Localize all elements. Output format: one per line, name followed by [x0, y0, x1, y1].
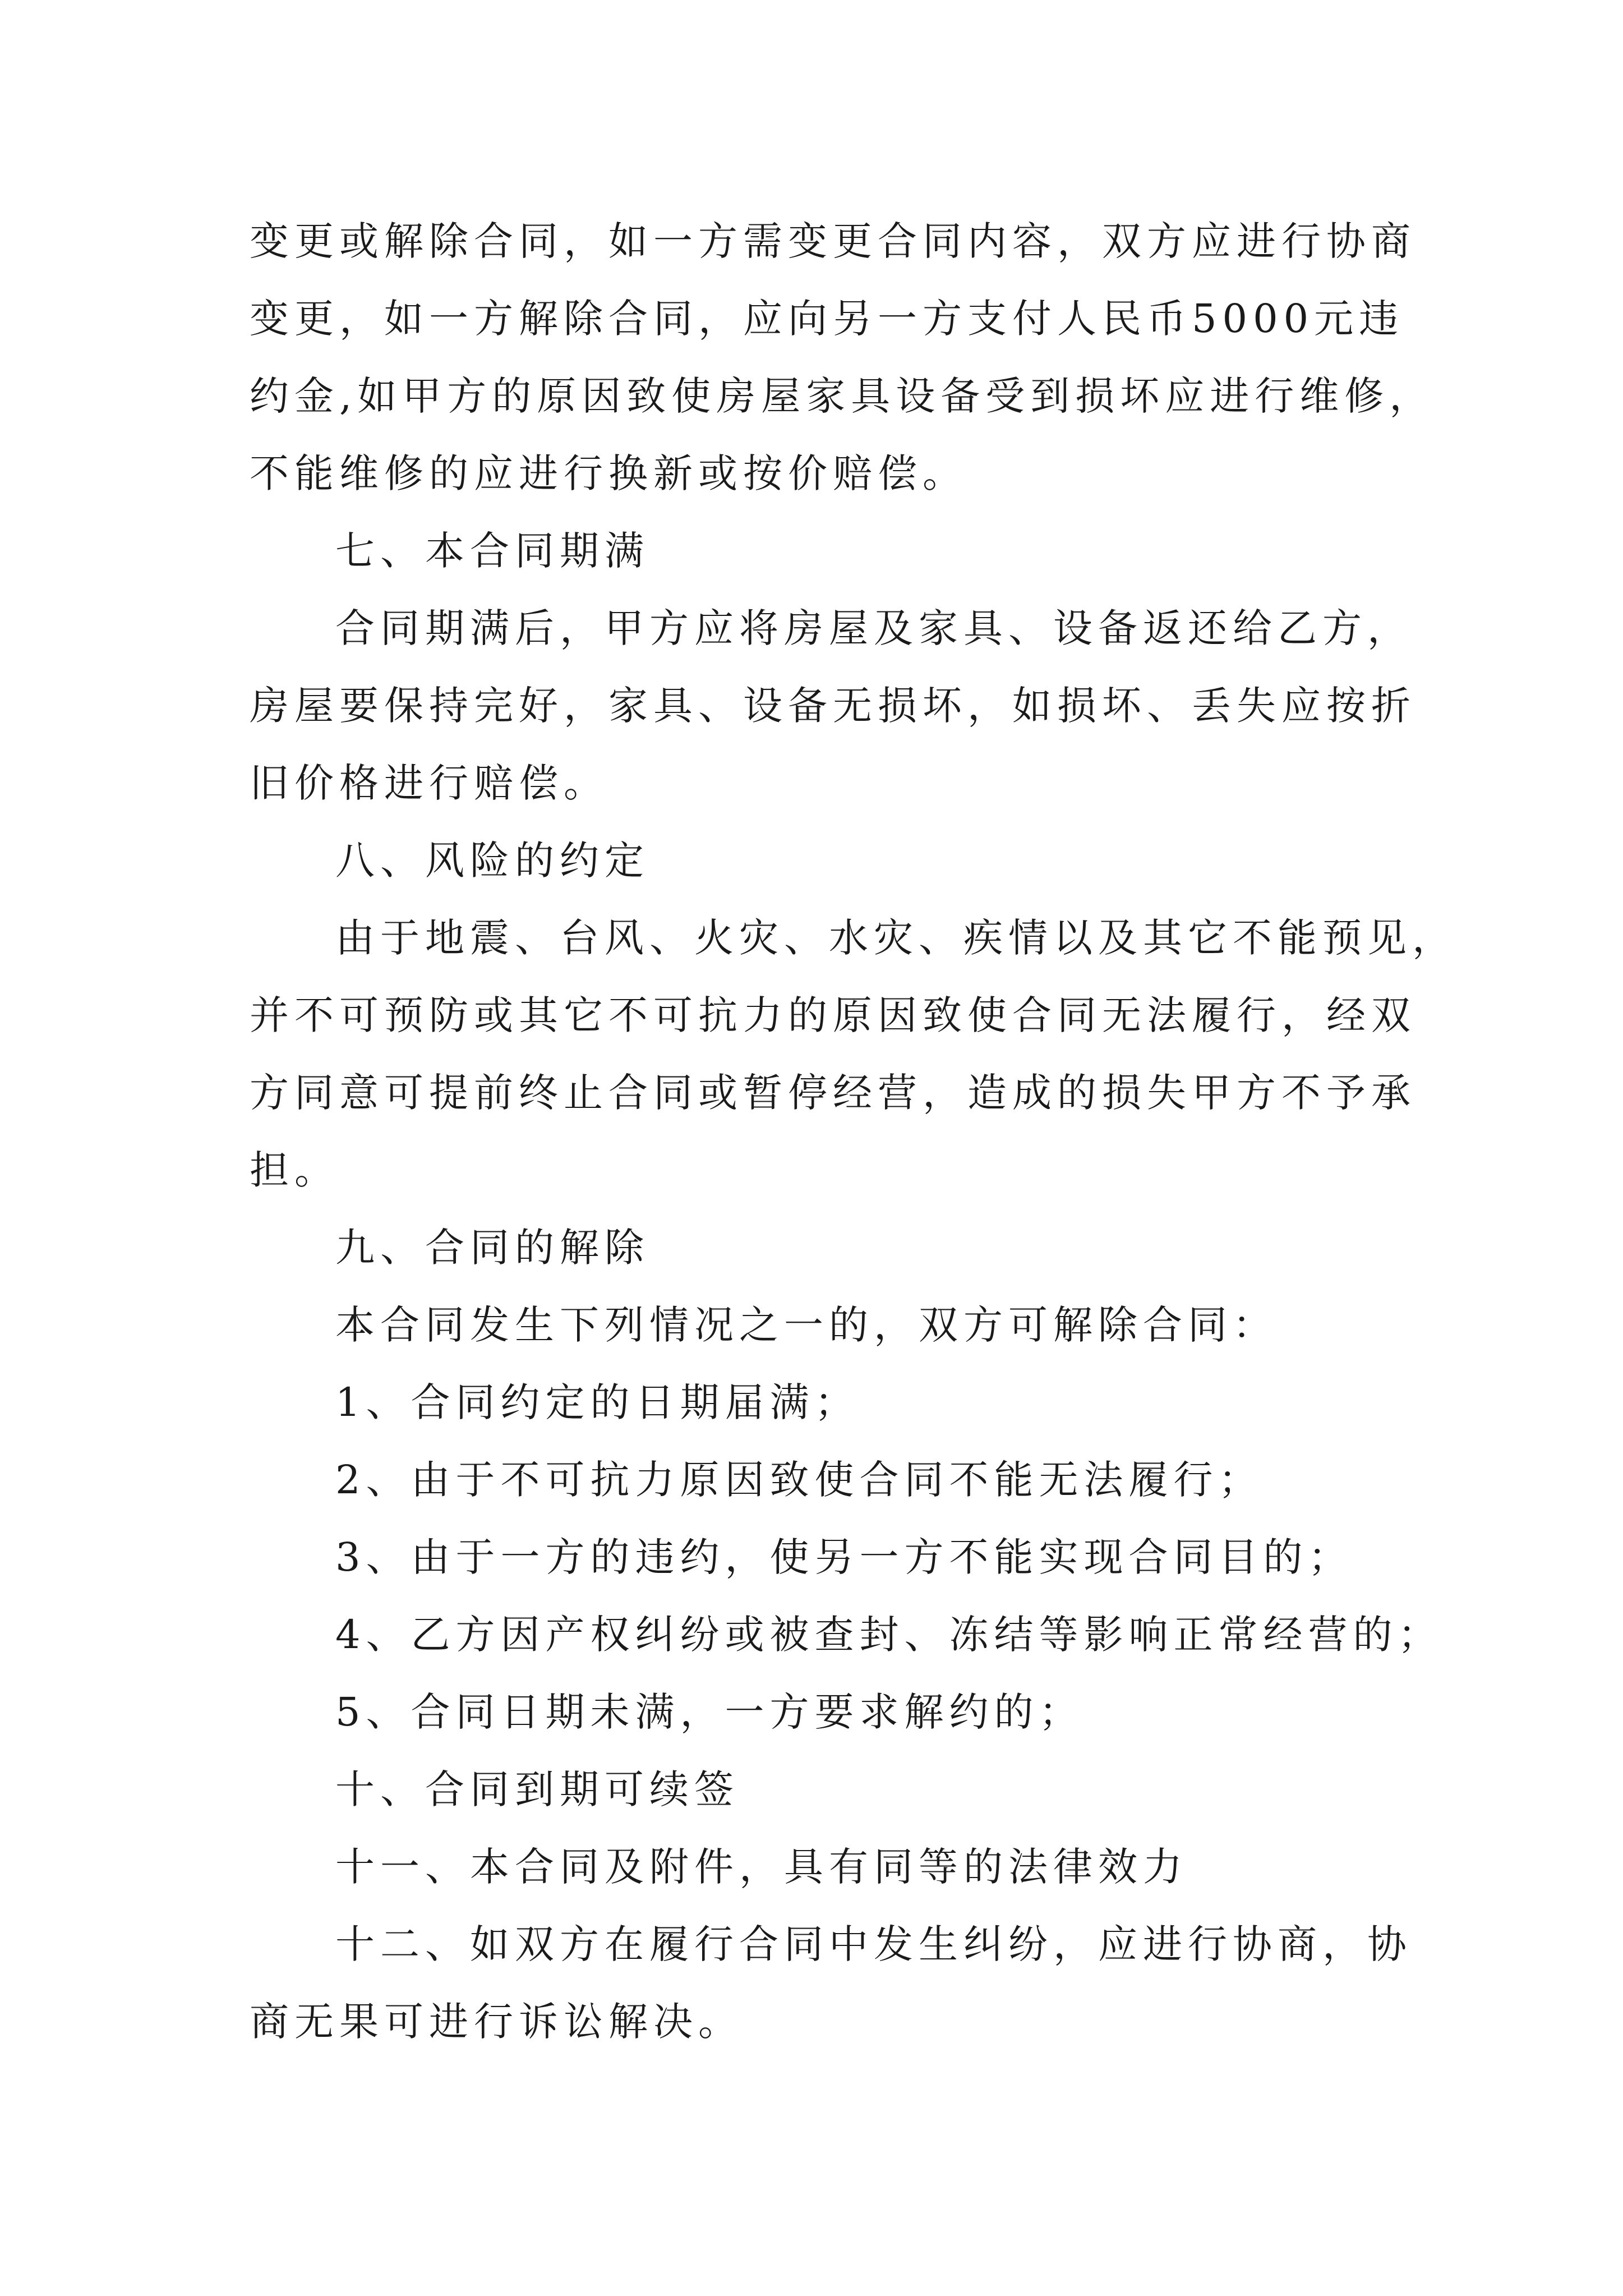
text-line: 商无果可进行诉讼解决。	[250, 1999, 743, 2045]
text-line: 合同期满后，甲方应将房屋及家具、设备返还给乙方，	[335, 605, 1412, 651]
text-line: 房屋要保持完好，家具、设备无损坏，如损坏、丢失应按折	[250, 683, 1416, 729]
text-line: 并不可预防或其它不可抗力的原因致使合同无法履行，经双	[250, 992, 1416, 1038]
text-line: 约金,如甲方的原因致使房屋家具设备受到损坏应进行维修，	[250, 373, 1435, 419]
section-heading: 八、风险的约定	[335, 838, 649, 884]
section-heading: 十二、如双方在履行合同中发生纠纷，应进行协商，协	[335, 1921, 1412, 1967]
text-line: 旧价格进行赔偿。	[250, 760, 608, 806]
list-item: 5、合同日期未满，一方要求解约的；	[335, 1689, 1084, 1735]
text-line: 本合同发生下列情况之一的，双方可解除合同：	[335, 1302, 1278, 1348]
text-line: 由于地震、台风、火灾、水灾、疾情以及其它不能预见，	[335, 915, 1457, 961]
text-line: 方同意可提前终止合同或暂停经营，造成的损失甲方不予承	[250, 1070, 1416, 1116]
text-line: 变更或解除合同，如一方需变更合同内容，双方应进行协商	[250, 218, 1416, 264]
section-heading: 七、本合同期满	[335, 528, 649, 574]
text-line: 担。	[250, 1147, 339, 1193]
list-item: 3、由于一方的违约，使另一方不能实现合同目的；	[335, 1534, 1353, 1580]
section-heading: 十一、本合同及附件，具有同等的法律效力	[335, 1844, 1188, 1890]
section-heading: 十、合同到期可续签	[335, 1766, 739, 1812]
list-item: 2、由于不可抗力原因致使合同不能无法履行；	[335, 1457, 1264, 1503]
section-heading: 九、合同的解除	[335, 1225, 649, 1271]
list-item: 4、乙方因产权纠纷或被查封、冻结等影响正常经营的；	[335, 1612, 1443, 1658]
text-line: 变更，如一方解除合同，应向另一方支付人民币5000元违	[250, 296, 1404, 342]
list-item: 1、合同约定的日期届满；	[335, 1379, 860, 1425]
text-line: 不能维修的应进行换新或按价赔偿。	[250, 450, 967, 496]
